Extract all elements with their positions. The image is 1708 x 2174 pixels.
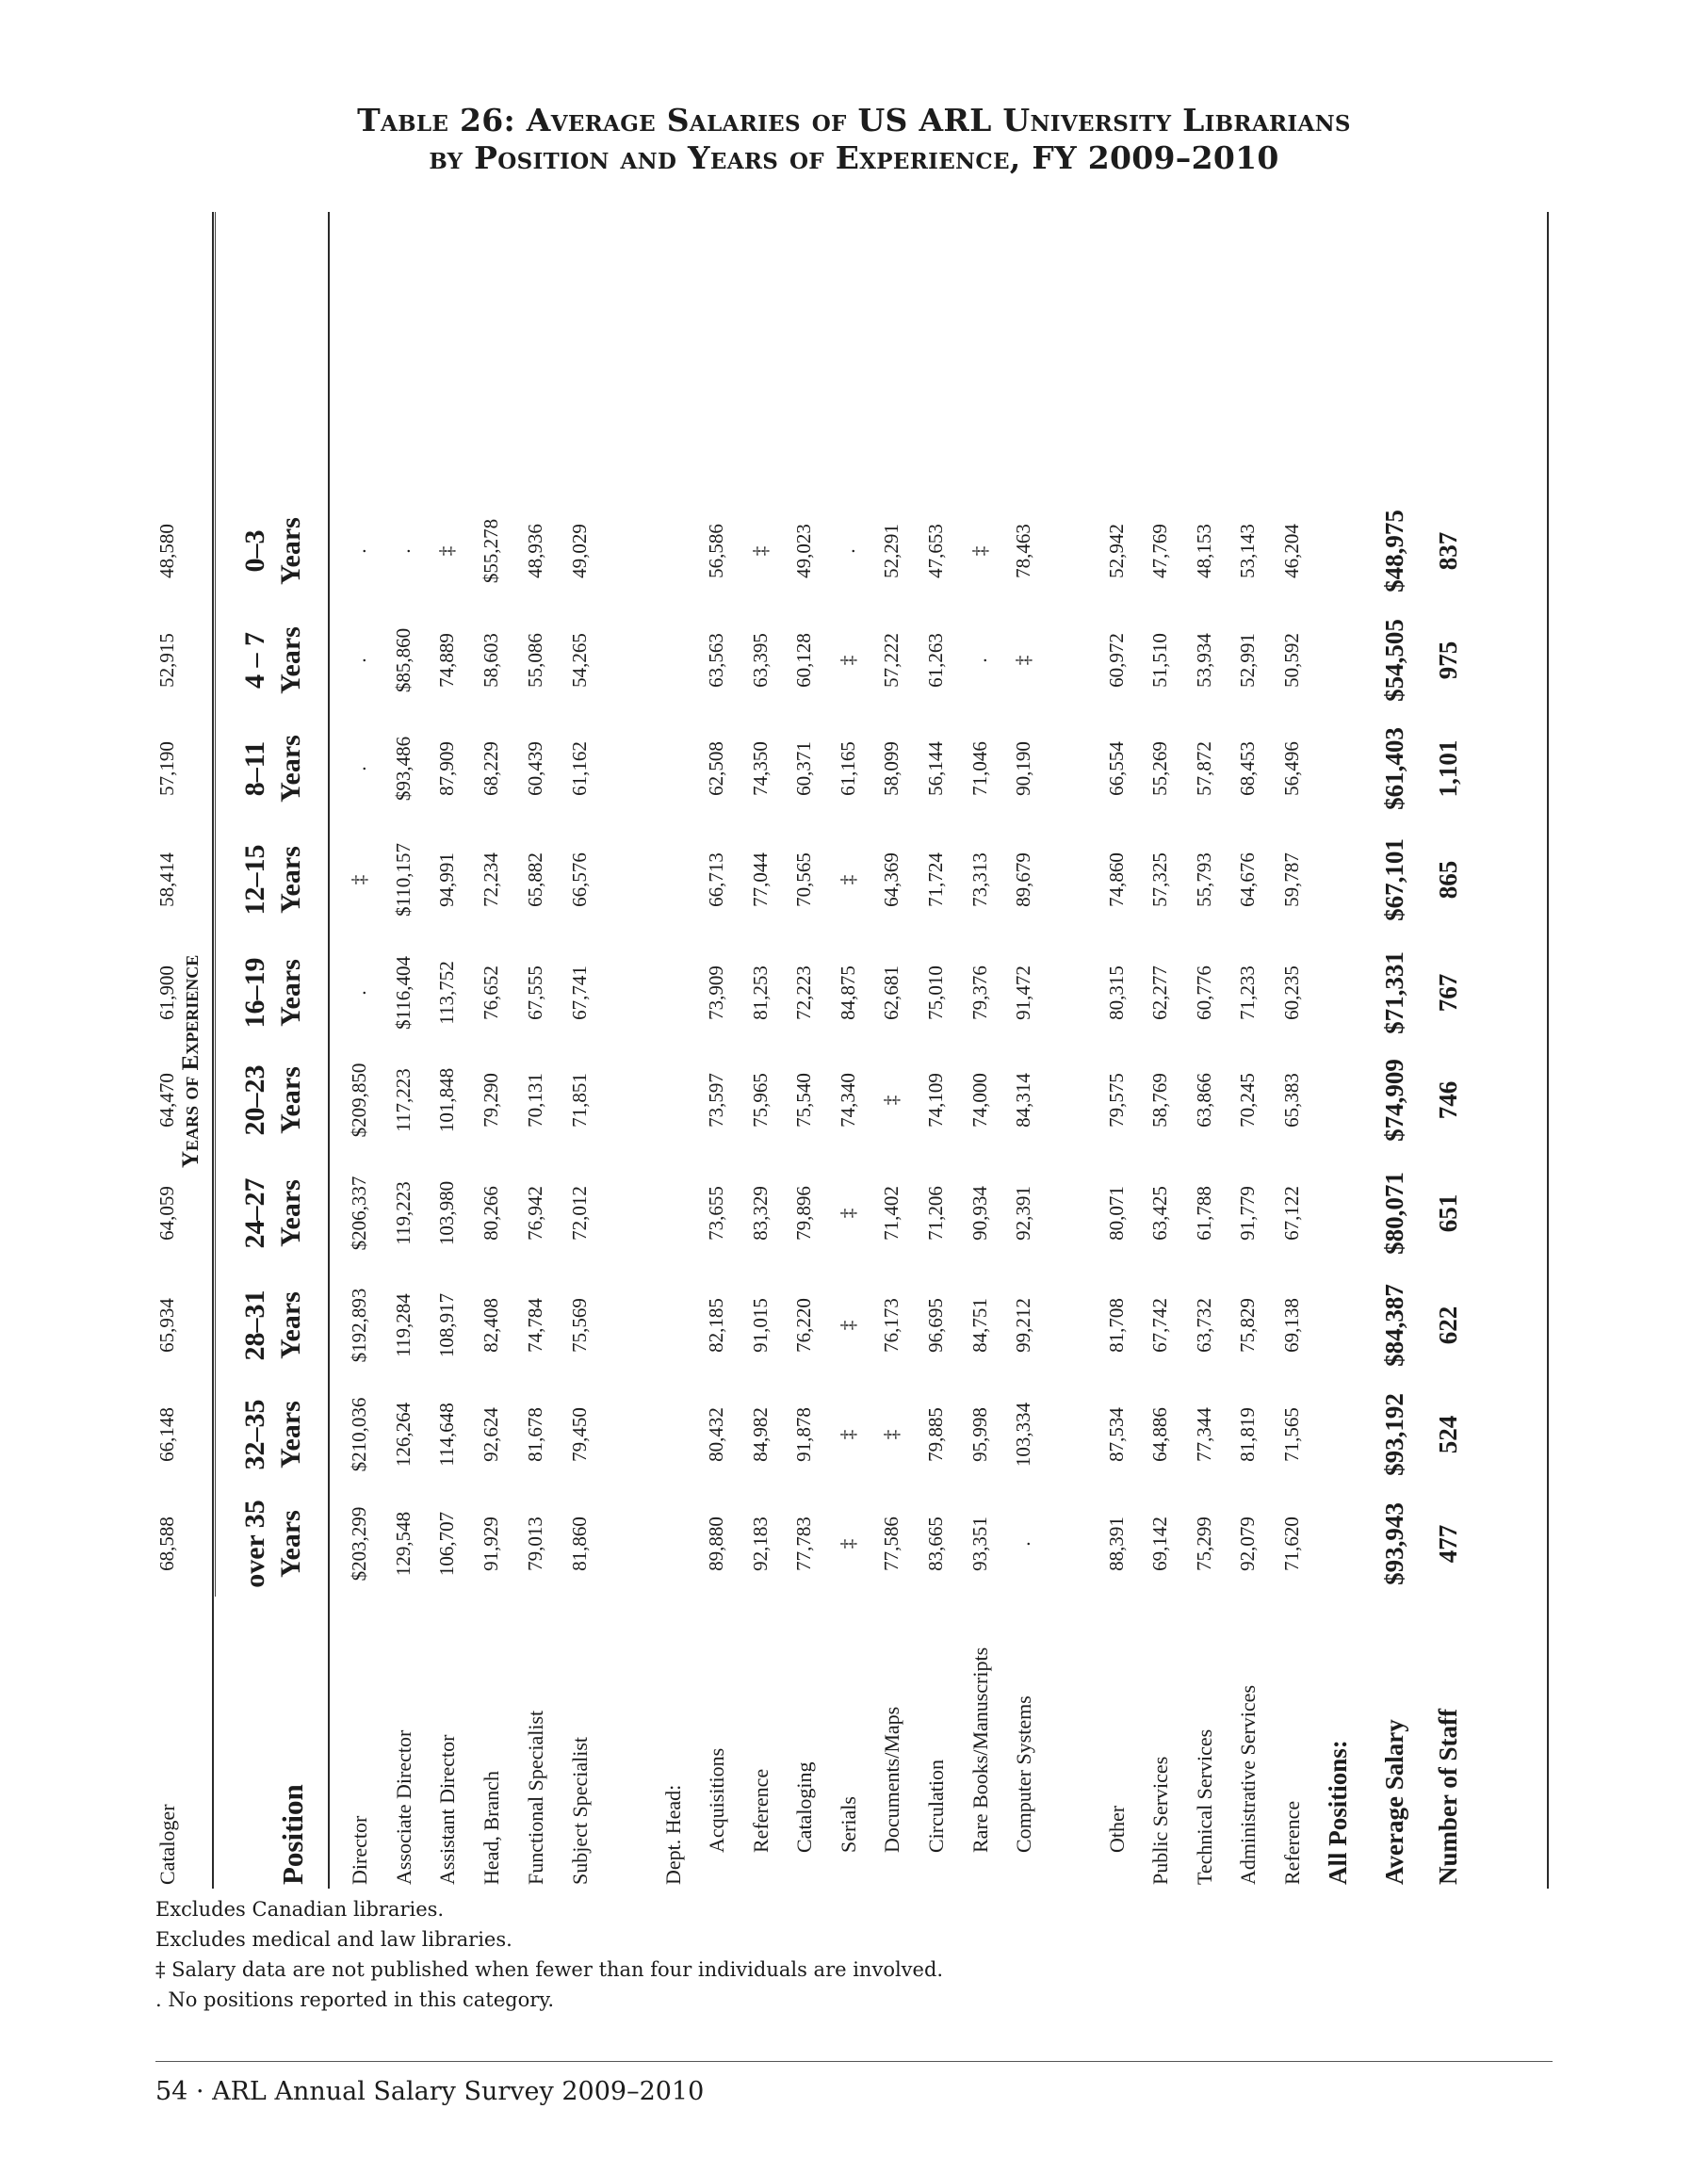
row-8-col-8: 84,982 [749,1407,772,1462]
row-7-col-5: 73,597 [705,1073,727,1128]
row-4-col-5: 70,131 [524,1073,546,1128]
row-15-col-2: 66,554 [1105,741,1128,796]
row-18-col-3: 64,676 [1236,852,1259,907]
row-4-col-9: 79,013 [524,1517,546,1571]
row-20-col-8: 66,148 [155,1407,178,1462]
column-header-unit-9: Years [275,1510,306,1578]
column-header-range-1: 4 – 7 [239,632,270,689]
row-20-col-1: 52,915 [155,633,178,688]
row-20-col-6: 64,059 [155,1186,178,1241]
row-0-col-9: $203,299 [348,1506,370,1582]
row-0-col-0: . [348,548,370,554]
row-11-col-6: 71,402 [880,1186,903,1241]
column-header-unit-1: Years [275,626,306,694]
note-medical-law: Excludes medical and law libraries. [155,1928,512,1951]
footer-rule [155,2061,1553,2062]
row-15-col-5: 79,575 [1105,1073,1128,1128]
column-header-range-0: 0–3 [239,529,270,573]
row-15-col-3: 74,860 [1105,852,1128,907]
column-header-range-5: 20–23 [239,1064,270,1136]
row-14-col-3: 89,679 [1012,852,1034,907]
row-15-col-1: 60,972 [1105,633,1128,688]
column-header-unit-5: Years [275,1066,306,1134]
row-label-4: Functional Specialist [524,1710,547,1885]
row-16-col-1: 51,510 [1148,633,1171,688]
row-7-col-0: 56,586 [705,524,727,578]
row-8-col-0: ‡ [749,545,772,557]
row-5-col-3: 66,576 [568,852,591,907]
row-18-col-9: 92,079 [1236,1517,1259,1571]
row-2-col-9: 106,707 [435,1511,458,1577]
row-0-col-3: ‡ [348,874,370,885]
row-11-col-9: 77,586 [880,1517,903,1571]
row-11-col-1: 57,222 [880,633,903,688]
column-header-range-9: over 35 [239,1500,270,1588]
row-19-col-5: 65,383 [1280,1073,1303,1128]
row-13-col-8: 95,998 [968,1407,991,1462]
row-label-6: Dept. Head: [661,1784,685,1885]
row-2-col-0: ‡ [435,545,458,557]
row-label-18: Administrative Services [1236,1684,1260,1885]
row-10-col-1: ‡ [837,655,859,666]
row-17-col-2: 57,872 [1193,741,1215,796]
row-12-col-6: 71,206 [924,1186,947,1241]
column-header-range-8: 32–35 [239,1399,270,1470]
row-0-col-6: $206,337 [348,1176,370,1251]
row-4-col-3: 65,882 [524,852,546,907]
row-14-col-6: 92,391 [1012,1186,1034,1241]
note-canadian: Excludes Canadian libraries. [155,1898,445,1921]
row-12-col-1: 61,263 [924,633,947,688]
table-title-line-2 [0,139,1708,176]
row-14-col-1: ‡ [1012,655,1034,666]
row-19-col-0: 46,204 [1280,524,1303,578]
row-12-col-2: 56,144 [924,741,947,796]
row-9-col-9: 77,783 [792,1517,815,1571]
number-of-staff-col-5: 746 [1434,1080,1462,1120]
row-14-col-2: 90,190 [1012,741,1034,796]
row-17-col-9: 75,299 [1193,1517,1215,1571]
row-label-15: Other [1105,1805,1129,1853]
row-label-9: Cataloging [792,1761,816,1853]
number-of-staff-col-2: 1,101 [1434,739,1462,798]
row-13-col-0: ‡ [968,545,991,557]
row-19-col-2: 56,496 [1280,741,1303,796]
table-header-rule [328,212,330,1889]
row-0-col-8: $210,036 [348,1397,370,1472]
title-line-1-text: Table 26: Average Salaries of US ARL University Librarians [357,102,1351,138]
row-15-col-4: 80,315 [1105,965,1128,1020]
row-11-col-3: 64,369 [880,852,903,907]
years-of-experience-heading: Years of Experience [178,954,203,1168]
all-positions-label: All Positions: [1324,1740,1352,1885]
row-1-col-4: $116,404 [392,956,415,1030]
row-8-col-7: 91,015 [749,1298,772,1353]
row-7-col-2: 62,508 [705,741,727,796]
row-3-col-5: 79,290 [480,1073,502,1128]
row-15-col-7: 81,708 [1105,1298,1128,1353]
row-3-col-6: 80,266 [480,1186,502,1241]
row-17-col-6: 61,788 [1193,1186,1215,1241]
row-10-col-6: ‡ [837,1208,859,1219]
average-salary-label: Average Salary [1380,1719,1408,1885]
row-18-col-1: 52,991 [1236,633,1259,688]
row-7-col-8: 80,432 [705,1407,727,1462]
row-2-col-6: 103,980 [435,1180,458,1246]
row-8-col-2: 74,350 [749,741,772,796]
page-footer: 54 · ARL Annual Salary Survey 2009–2010 [155,2077,705,2106]
row-10-col-5: 74,340 [837,1073,859,1128]
row-9-col-1: 60,128 [792,633,815,688]
row-5-col-8: 79,450 [568,1407,591,1462]
number-of-staff-col-1: 975 [1434,641,1462,680]
number-of-staff-col-3: 865 [1434,860,1462,900]
row-11-col-5: ‡ [880,1095,903,1106]
row-5-col-5: 71,851 [568,1073,591,1128]
row-14-col-5: 84,314 [1012,1073,1034,1128]
row-3-col-2: 68,229 [480,741,502,796]
row-9-col-8: 91,878 [792,1407,815,1462]
row-11-col-8: ‡ [880,1429,903,1440]
row-20-col-5: 64,470 [155,1073,178,1128]
row-12-col-9: 83,665 [924,1517,947,1571]
row-label-1: Associate Director [392,1729,415,1885]
row-16-col-5: 58,769 [1148,1073,1171,1128]
row-12-col-0: 47,653 [924,524,947,578]
column-header-range-4: 16–19 [239,957,270,1029]
row-2-col-1: 74,889 [435,633,458,688]
average-salary-col-8: $93,192 [1380,1393,1408,1476]
row-3-col-8: 92,624 [480,1407,502,1462]
row-13-col-1: . [968,657,991,663]
row-12-col-7: 96,695 [924,1298,947,1353]
row-label-3: Head, Branch [480,1771,503,1885]
row-5-col-2: 61,162 [568,741,591,796]
row-18-col-6: 91,779 [1236,1186,1259,1241]
salary-table [155,212,1564,1889]
row-19-col-8: 71,565 [1280,1407,1303,1462]
row-17-col-7: 63,732 [1193,1298,1215,1353]
row-1-col-2: $93,486 [392,736,415,802]
row-3-col-7: 82,408 [480,1298,502,1353]
row-10-col-8: ‡ [837,1429,859,1440]
row-17-col-4: 60,776 [1193,965,1215,1020]
column-header-unit-2: Years [275,735,306,803]
row-5-col-0: 49,029 [568,524,591,578]
average-salary-col-2: $61,403 [1380,727,1408,810]
number-of-staff-col-8: 524 [1434,1415,1462,1454]
row-10-col-9: ‡ [837,1538,859,1549]
row-12-col-4: 75,010 [924,965,947,1020]
years-rule [215,212,216,1597]
row-label-17: Technical Services [1193,1728,1216,1885]
row-13-col-3: 73,313 [968,852,991,907]
row-15-col-0: 52,942 [1105,524,1128,578]
row-1-col-9: 129,548 [392,1511,415,1577]
column-header-unit-8: Years [275,1401,306,1468]
row-9-col-4: 72,223 [792,965,815,1020]
number-of-staff-col-7: 622 [1434,1306,1462,1345]
row-9-col-2: 60,371 [792,741,815,796]
row-14-col-7: 99,212 [1012,1298,1034,1353]
row-15-col-6: 80,071 [1105,1186,1128,1241]
row-8-col-6: 83,329 [749,1186,772,1241]
average-salary-col-9: $93,943 [1380,1502,1408,1585]
row-label-10: Serials [837,1796,860,1853]
row-13-col-2: 71,046 [968,741,991,796]
row-18-col-0: 53,143 [1236,524,1259,578]
row-3-col-4: 76,652 [480,965,502,1020]
row-17-col-3: 55,793 [1193,852,1215,907]
column-header-unit-4: Years [275,959,306,1027]
row-16-col-6: 63,425 [1148,1186,1171,1241]
row-11-col-2: 58,099 [880,741,903,796]
row-label-19: Reference [1280,1800,1304,1885]
note-dot: . No positions reported in this category. [155,1988,555,2011]
row-19-col-4: 60,235 [1280,965,1303,1020]
row-13-col-7: 84,751 [968,1298,991,1353]
row-20-col-4: 61,900 [155,965,178,1020]
row-label-7: Acquisitions [705,1747,728,1853]
row-17-col-8: 77,344 [1193,1407,1215,1462]
row-15-col-9: 88,391 [1105,1517,1128,1571]
row-19-col-7: 69,138 [1280,1298,1303,1353]
row-2-col-2: 87,909 [435,741,458,796]
column-header-unit-6: Years [275,1179,306,1247]
row-1-col-8: 126,264 [392,1402,415,1468]
row-10-col-7: ‡ [837,1320,859,1331]
row-0-col-5: $209,850 [348,1063,370,1138]
table-top-rule [212,212,214,1889]
row-label-14: Computer Systems [1012,1695,1035,1853]
row-1-col-7: 119,284 [392,1293,415,1357]
row-16-col-4: 62,277 [1148,965,1171,1020]
row-13-col-4: 79,376 [968,965,991,1020]
row-16-col-9: 69,142 [1148,1517,1171,1571]
row-9-col-6: 79,896 [792,1186,815,1241]
row-5-col-7: 75,569 [568,1298,591,1353]
row-15-col-8: 87,534 [1105,1407,1128,1462]
row-2-col-8: 114,648 [435,1403,458,1467]
row-14-col-9: . [1012,1541,1034,1547]
row-4-col-4: 67,555 [524,965,546,1020]
row-10-col-2: 61,165 [837,741,859,796]
column-header-range-7: 28–31 [239,1290,270,1361]
row-11-col-4: 62,681 [880,965,903,1020]
row-5-col-1: 54,265 [568,633,591,688]
row-4-col-6: 76,942 [524,1186,546,1241]
row-8-col-3: 77,044 [749,852,772,907]
row-7-col-1: 63,563 [705,633,727,688]
average-salary-col-5: $74,909 [1380,1059,1408,1142]
row-20-col-0: 48,580 [155,524,178,578]
row-18-col-8: 81,819 [1236,1407,1259,1462]
average-salary-col-3: $67,101 [1380,838,1408,921]
row-11-col-0: 52,291 [880,524,903,578]
row-12-col-3: 71,724 [924,852,947,907]
row-1-col-5: 117,223 [392,1068,415,1132]
row-16-col-0: 47,769 [1148,524,1171,578]
row-20-col-2: 57,190 [155,741,178,796]
row-17-col-1: 53,934 [1193,633,1215,688]
row-7-col-4: 73,909 [705,965,727,1020]
row-label-0: Director [348,1815,371,1885]
row-9-col-7: 76,220 [792,1298,815,1353]
row-17-col-5: 63,866 [1193,1073,1215,1128]
row-18-col-7: 75,829 [1236,1298,1259,1353]
row-label-2: Assistant Director [435,1734,459,1885]
row-3-col-9: 91,929 [480,1517,502,1571]
row-7-col-6: 73,655 [705,1186,727,1241]
average-salary-col-1: $54,505 [1380,619,1408,702]
row-7-col-3: 66,713 [705,852,727,907]
row-0-col-7: $192,893 [348,1288,370,1363]
row-19-col-9: 71,620 [1280,1517,1303,1571]
row-label-16: Public Services [1148,1756,1172,1885]
row-7-col-7: 82,185 [705,1298,727,1353]
row-16-col-7: 67,742 [1148,1298,1171,1353]
row-20-col-3: 58,414 [155,852,178,907]
column-header-unit-3: Years [275,846,306,914]
row-2-col-7: 108,917 [435,1292,458,1358]
column-header-unit-0: Years [275,517,306,585]
row-11-col-7: 76,173 [880,1298,903,1353]
row-13-col-5: 74,000 [968,1073,991,1128]
row-label-12: Circulation [924,1760,948,1853]
row-16-col-2: 55,269 [1148,741,1171,796]
row-label-11: Documents/Maps [880,1706,903,1853]
row-8-col-4: 81,253 [749,965,772,1020]
row-19-col-3: 59,787 [1280,852,1303,907]
row-16-col-8: 64,886 [1148,1407,1171,1462]
number-of-staff-col-4: 767 [1434,973,1462,1013]
row-7-col-9: 89,880 [705,1517,727,1571]
row-10-col-4: 84,875 [837,965,859,1020]
row-8-col-5: 75,965 [749,1073,772,1128]
row-label-20: Cataloger [155,1804,179,1885]
average-salary-col-4: $71,331 [1380,951,1408,1034]
row-12-col-5: 74,109 [924,1073,947,1128]
row-4-col-7: 74,784 [524,1298,546,1353]
note-double-dagger: ‡ Salary data are not published when fewer than four individuals are involved. [155,1958,944,1981]
position-header: Position [276,1784,309,1885]
row-8-col-1: 63,395 [749,633,772,688]
row-3-col-1: 58,603 [480,633,502,688]
row-4-col-2: 60,439 [524,741,546,796]
row-2-col-5: 101,848 [435,1067,458,1133]
row-1-col-3: $110,157 [392,843,415,917]
row-9-col-3: 70,565 [792,852,815,907]
row-9-col-0: 49,023 [792,524,815,578]
row-16-col-3: 57,325 [1148,852,1171,907]
row-19-col-6: 67,122 [1280,1186,1303,1241]
row-label-8: Reference [749,1768,773,1853]
row-5-col-9: 81,860 [568,1517,591,1571]
title-line-2-text: by Position and Years of Experience, FY 2009–2010 [429,139,1279,176]
number-of-staff-label: Number of Staff [1434,1709,1462,1885]
row-13-col-6: 90,934 [968,1186,991,1241]
row-2-col-3: 94,991 [435,852,458,907]
row-1-col-0: . [392,548,415,554]
row-14-col-4: 91,472 [1012,965,1034,1020]
row-4-col-0: 48,936 [524,524,546,578]
table-bottom-rule [1547,212,1549,1889]
row-9-col-5: 75,540 [792,1073,815,1128]
number-of-staff-col-0: 837 [1434,531,1462,571]
row-label-5: Subject Specialist [568,1736,592,1885]
column-header-unit-7: Years [275,1291,306,1359]
row-18-col-5: 70,245 [1236,1073,1259,1128]
row-5-col-4: 67,741 [568,965,591,1020]
row-5-col-6: 72,012 [568,1186,591,1241]
column-header-range-6: 24–27 [239,1177,270,1249]
average-salary-col-6: $80,071 [1380,1172,1408,1255]
row-2-col-4: 113,752 [435,961,458,1025]
row-10-col-3: ‡ [837,874,859,885]
row-0-col-1: . [348,657,370,663]
row-18-col-2: 68,453 [1236,741,1259,796]
row-18-col-4: 71,233 [1236,965,1259,1020]
row-4-col-1: 55,086 [524,633,546,688]
row-20-col-9: 68,588 [155,1517,178,1571]
row-4-col-8: 81,678 [524,1407,546,1462]
row-label-13: Rare Books/Manuscripts [968,1647,992,1853]
row-14-col-0: 78,463 [1012,524,1034,578]
row-3-col-0: $55,278 [480,518,502,584]
row-20-col-7: 65,934 [155,1298,178,1353]
number-of-staff-col-9: 477 [1434,1524,1462,1564]
row-17-col-0: 48,153 [1193,524,1215,578]
row-0-col-2: . [348,766,370,771]
row-12-col-8: 79,885 [924,1407,947,1462]
table-title-line-1 [0,102,1708,138]
average-salary-col-0: $48,975 [1380,510,1408,592]
number-of-staff-col-6: 651 [1434,1193,1462,1233]
row-14-col-8: 103,334 [1012,1402,1034,1468]
row-1-col-1: $85,860 [392,627,415,693]
row-1-col-6: 119,223 [392,1181,415,1245]
average-salary-col-7: $84,387 [1380,1284,1408,1367]
column-header-range-3: 12–15 [239,844,270,916]
row-13-col-9: 93,351 [968,1517,991,1571]
row-10-col-0: . [837,548,859,554]
row-0-col-4: . [348,990,370,996]
row-3-col-3: 72,234 [480,852,502,907]
row-19-col-1: 50,592 [1280,633,1303,688]
column-header-range-2: 8–11 [239,740,270,797]
row-8-col-9: 92,183 [749,1517,772,1571]
